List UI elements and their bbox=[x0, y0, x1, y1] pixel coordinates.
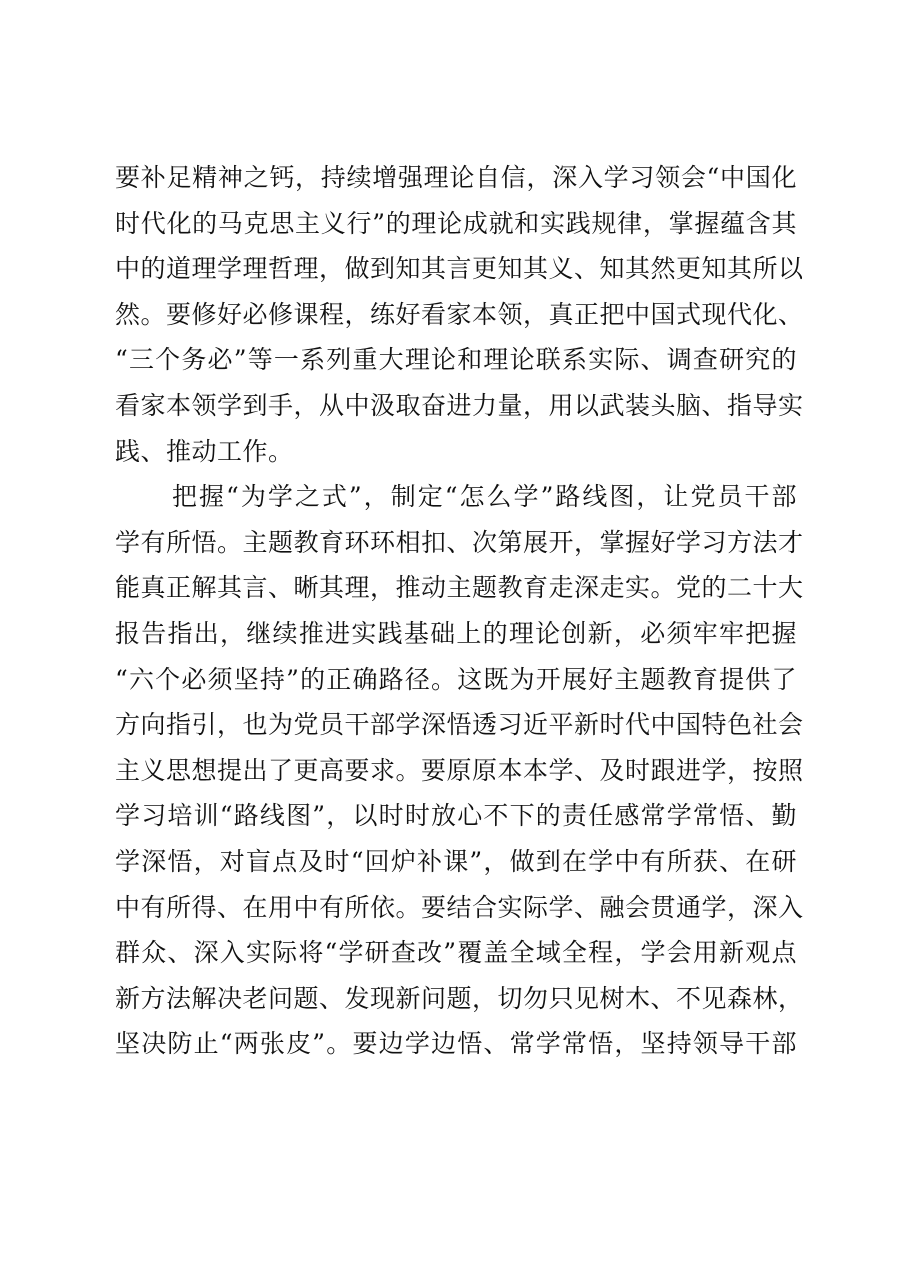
text-line: 看家本领学到手，从中汲取奋进力量，用以武装头脑、指导实 bbox=[115, 390, 804, 420]
text-line: 坚决防止“两张皮”。要边学边悟、常学常悟，坚持领导干部 bbox=[115, 1029, 797, 1059]
text-line: 中的道理学理哲理，做到知其言更知其义、知其然更知其所以 bbox=[115, 254, 804, 284]
text-line: 践、推动工作。 bbox=[115, 436, 294, 466]
text-line: 学有所悟。主题教育环环相扣、次第展开，掌握好学习方法才 bbox=[115, 527, 804, 557]
text-line: “六个必须坚持”的正确路径。这既为开展好主题教育提供了 bbox=[115, 664, 797, 694]
text-line: 主义思想提出了更高要求。要原原本本学、及时跟进学，按照 bbox=[115, 755, 804, 785]
text-line: 报告指出，继续推进实践基础上的理论创新，必须牢牢把握 bbox=[115, 618, 797, 648]
body-text bbox=[115, 155, 804, 1067]
text-line: 群众、深入实际将“学研查改”覆盖全域全程，学会用新观点 bbox=[115, 938, 797, 968]
text-line: 新方法解决老问题、发现新问题，切勿只见树木、不见森林， bbox=[115, 983, 804, 1013]
text-line: “三个务必”等一系列重大理论和理论联系实际、调查研究的 bbox=[115, 345, 797, 375]
text-line: 能真正解其言、晰其理，推动主题教育走深走实。党的二十大 bbox=[115, 573, 804, 603]
text-line: 然。要修好必修课程，练好看家本领，真正把中国式现代化、 bbox=[115, 299, 804, 329]
text-line: 学深悟，对盲点及时“回炉补课”，做到在学中有所获、在研 bbox=[115, 846, 797, 876]
text-line: 时代化的马克思主义行”的理论成就和实践规律，掌握蕴含其 bbox=[115, 208, 797, 238]
text-line: 要补足精神之钙，持续增强理论自信，深入学习领会“中国化 bbox=[115, 163, 797, 192]
text-line: 学习培训“路线图”，以时时放心不下的责任感常学常悟、勤 bbox=[115, 801, 797, 831]
paragraph-first-line: 把握“为学之式”，制定“怎么学”路线图，让党员干部 bbox=[172, 482, 797, 512]
text-line: 中有所得、在用中有所依。要结合实际学、融会贯通学，深入 bbox=[115, 892, 804, 922]
text-line: 方向指引，也为党员干部学深悟透习近平新时代中国特色社会 bbox=[115, 710, 804, 740]
